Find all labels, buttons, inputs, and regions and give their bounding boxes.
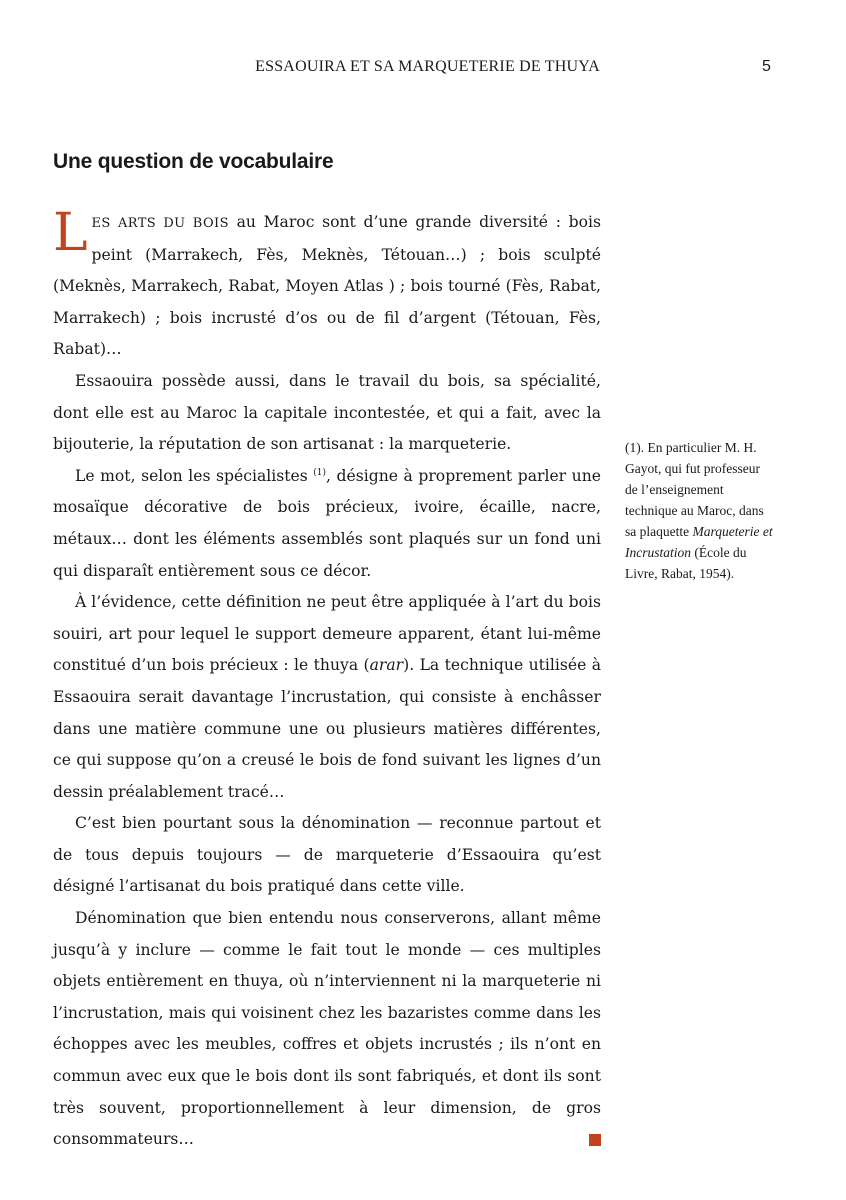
main-text-column <box>53 203 601 1156</box>
paragraph-2: Essaouira possède aussi, dans le travail du bois, sa spécialité, dont elle est au Maroc la capitale incontestée, et qui a fait, avec la bijouterie, la réputation de son artisanat : la marqueterie. <box>53 371 601 454</box>
paragraph-3 <box>53 461 601 587</box>
footnote-reference[interactable]: (1) <box>313 467 327 478</box>
sidenote-book-title: Marqueterie et Incrustation <box>625 524 773 560</box>
paragraph-3-text-b: , désigne à proprement parler une mosaïque décorative de bois précieux, ivoire, écaille, nacre, métaux… dont les éléments assemblés sont plaqués sur un fond uni qui disparaît entièrement sous ce décor. <box>53 466 601 580</box>
section-title: Une question de vocabulaire <box>53 150 334 173</box>
paragraph-1 <box>53 203 601 366</box>
paragraph-4-text-b: ). La technique utilisée à Essaouira serait davantage l’incrustation, qui consiste à enchâsser dans une matière commune une ou plusieurs matières différentes, ce qui suppose qu’on a creusé le bois de fond suivant les lignes d’un dessin préalablement tracé… <box>53 656 601 801</box>
drop-cap: L <box>53 203 88 263</box>
paragraph-6-text: Dénomination que bien entendu nous conserverons, allant même jusqu’à y inclure — comme le fait tout le monde — ces multiples objets entièrement en thuya, où n’interviennent ni la marqueterie ni l’incrustation, mais qui voisinent chez les bazaristes comme dans les échoppes avec les meubles, coffres et objets incrustés ; ils n’ont en commun avec eux que le bois dont ils sont fabriqués, et dont ils sont très souvent, proportionnellement à leur dimension, de gros consommateurs… <box>53 909 601 1149</box>
sidenote-footnote <box>625 437 775 584</box>
paragraph-6 <box>53 903 601 1156</box>
paragraph-5: C’est bien pourtant sous la dénomination — reconnue partout et de tous depuis toujours — de marqueterie d’Essaouira qu’est désigné l’artisanat du bois pratiqué dans cette ville. <box>53 814 601 896</box>
smallcaps-lead: ES ARTS DU BOIS <box>91 216 229 231</box>
paragraph-4 <box>53 587 601 808</box>
arar-term: arar <box>369 656 404 675</box>
running-title: ESSAOUIRA ET SA MARQUETERIE DE THUYA <box>255 58 600 75</box>
end-of-section-square-icon <box>589 1134 601 1146</box>
paragraph-1-text: au Maroc sont d’une grande diversité : bois peint (Marrakech, Fès, Meknès, Tétouan…) ; bois sculpté (Meknès, Marrakech, Rabat, Moyen Atlas ) ; bois tourné (Fès, Rabat, Marrakech) ; bois incrusté d’os ou de fil d’argent (Tétouan, Fès, Rabat)… <box>53 213 601 359</box>
paragraph-3-text-a: Le mot, selon les spécialistes <box>75 466 314 485</box>
sidenote-text-b: (École du Livre, Rabat, 1954). <box>625 545 747 581</box>
page-number: 5 <box>762 58 771 75</box>
paragraph-4-text-a: À l’évidence, cette définition ne peut être appliquée à l’art du bois souiri, art pour lequel le support demeure apparent, étant lui-même constitué d’un bois précieux : le thuya ( <box>53 593 601 675</box>
sidenote-text-a: (1). En particulier M. H. Gayot, qui fut professeur de l’enseignement technique au Maroc, dans sa plaquette <box>625 440 764 539</box>
